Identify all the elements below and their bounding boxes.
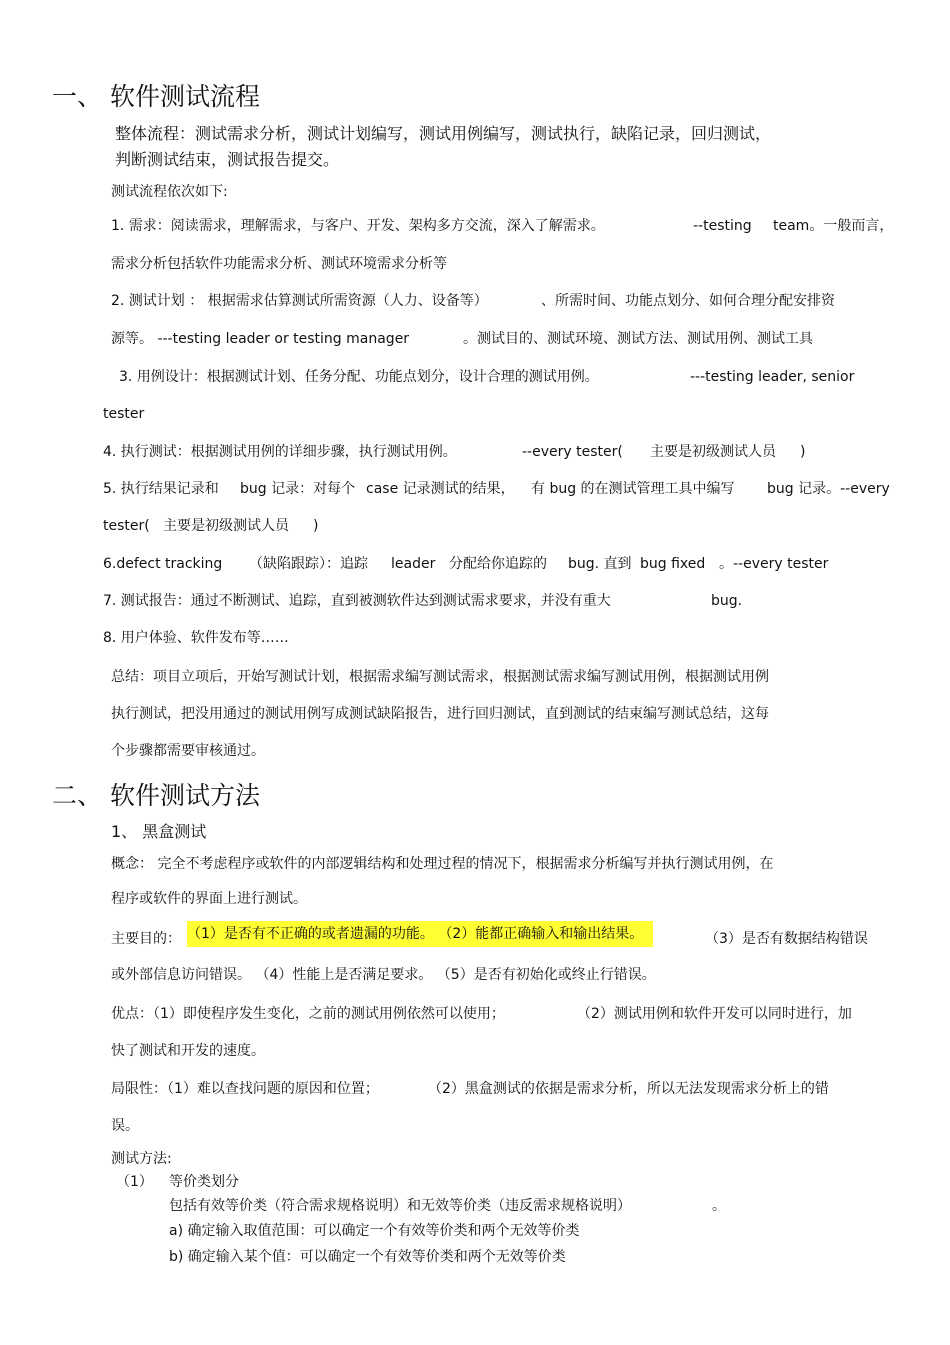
limitation-line-1a: 局限性：（1）难以查找问题的原因和位置； — [111, 1081, 379, 1097]
method1-desc: 包括有效等价类（符合需求规格说明）和无效等价类（违反需求规格说明） — [169, 1198, 631, 1214]
intro-line-1: 整体流程：测试需求分析，测试计划编写，测试用例编写，测试执行，缺陷记录，回归测试， — [115, 124, 772, 143]
concept-line-2: 程序或软件的界面上进行测试。 — [111, 891, 307, 907]
step6-bug: bug. 直到 — [568, 556, 632, 572]
step6-assign: 分配给你追踪的 — [449, 556, 547, 572]
subheading-blackbox: 1、 黑盒测试 — [111, 822, 207, 841]
step6-fixed: bug fixed — [640, 556, 706, 572]
step7-bug: bug. — [711, 593, 743, 609]
purpose-rest: （3）是否有数据结构错误 — [705, 931, 868, 947]
step3-text: 3. 用例设计：根据测试计划、任务分配、功能点划分，设计合理的测试用例。 — [119, 369, 599, 385]
section-heading-1: 一、 软件测试流程 — [52, 82, 260, 111]
method1-title: 等价类划分 — [169, 1174, 239, 1190]
advantage-line-1a: 优点：（1）即使程序发生变化，之前的测试用例依然可以使用； — [111, 1006, 505, 1022]
method1-item-a: a) 确定输入取值范围：可以确定一个有效等价类和两个无效等价类 — [169, 1223, 580, 1239]
test-methods-label: 测试方法: — [111, 1151, 172, 1167]
limitation-line-2: 误。 — [111, 1118, 139, 1134]
advantage-line-2: 快了测试和开发的速度。 — [111, 1043, 265, 1059]
step2-continuation: 。测试目的、测试环境、测试方法、测试用例、测试工具 — [463, 331, 813, 347]
step3-role: ---testing leader, senior — [690, 369, 855, 385]
step2-role: 源等。 ---testing leader or testing manager — [111, 331, 410, 347]
step4-paren: ) — [800, 444, 806, 460]
step5-text: 5. 执行结果记录和 — [103, 481, 219, 497]
step5-note: 主要是初级测试人员 — [163, 518, 289, 534]
advantage-line-1b: （2）测试用例和软件开发可以同时进行，加 — [577, 1006, 852, 1022]
summary-line-2: 执行测试，把没用通过的测试用例写成测试缺陷报告，进行回归测试，直到测试的结束编写测试总结，这每 — [111, 706, 769, 722]
limitation-line-1b: （2）黑盒测试的依据是需求分析，所以无法发现需求分析上的错 — [428, 1081, 829, 1097]
step1-tail: team。一般而言， — [773, 218, 894, 234]
step4-note: 主要是初级测试人员 — [650, 444, 776, 460]
purpose-highlight: （1）是否有不正确的或者遗漏的功能。 （2）能都正确输入和输出结果。 — [187, 921, 653, 947]
step1-continuation: 需求分析包括软件功能需求分析、测试环境需求分析等 — [111, 256, 447, 272]
method1-period: 。 — [712, 1198, 726, 1214]
step8-text: 8. 用户体验、软件发布等…… — [103, 630, 289, 646]
section-heading-2: 二、 软件测试方法 — [52, 781, 260, 810]
step4-role: --every tester( — [522, 444, 623, 460]
step5-case: case 记录测试的结果， — [366, 481, 515, 497]
step6-text: 6.defect tracking — [103, 556, 223, 572]
intro-line-2: 判断测试结束，测试报告提交。 — [115, 150, 340, 169]
method1-number: （1） — [116, 1174, 153, 1190]
step6-cn: （缺陷跟踪）：追踪 — [249, 556, 368, 572]
concept-line-1: 概念： 完全不考虑程序或软件的内部逻辑结构和处理过程的情况下，根据需求分析编写并执行测试用例，在 — [111, 856, 774, 872]
summary-line-1: 总结：项目立项后，开始写测试计划，根据需求编写测试需求，根据测试需求编写测试用例，根据测试用例 — [111, 669, 769, 685]
step7-text: 7. 测试报告：通过不断测试、追踪，直到被测软件达到测试需求要求，并没有重大 — [103, 593, 611, 609]
step4-text: 4. 执行测试：根据测试用例的详细步骤，执行测试用例。 — [103, 444, 457, 460]
step2-tail: 、所需时间、功能点划分、如何合理分配安排资 — [541, 293, 835, 309]
step5-tester: tester( — [103, 518, 150, 534]
summary-line-3: 个步骤都需要审核通过。 — [111, 743, 265, 759]
step2-text: 2. 测试计划 ： 根据需求估算测试所需资源（人力、设备等） — [111, 293, 488, 309]
purpose-label: 主要目的： — [111, 931, 181, 947]
step1-role: --testing — [693, 218, 752, 234]
step1-text: 1. 需求：阅读需求，理解需求，与客户、开发、架构多方交流，深入了解需求。 — [111, 218, 605, 234]
purpose-line-2: 或外部信息访问错误。 （4）性能上是否满足要求。 （5）是否有初始化或终止行错误。 — [111, 967, 656, 983]
step6-role: 。--every tester — [719, 556, 829, 572]
step5-tool: 有 bug 的在测试管理工具中编写 — [531, 481, 735, 497]
step5-role: bug 记录。--every — [767, 481, 890, 497]
flow-title: 测试流程依次如下: — [111, 184, 228, 200]
method1-item-b: b) 确定输入某个值：可以确定一个有效等价类和两个无效等价类 — [169, 1249, 566, 1265]
step6-leader: leader — [391, 556, 436, 572]
step3-continuation: tester — [103, 406, 145, 422]
step5-bug: bug 记录：对每个 — [240, 481, 356, 497]
step5-paren: ) — [313, 518, 319, 534]
